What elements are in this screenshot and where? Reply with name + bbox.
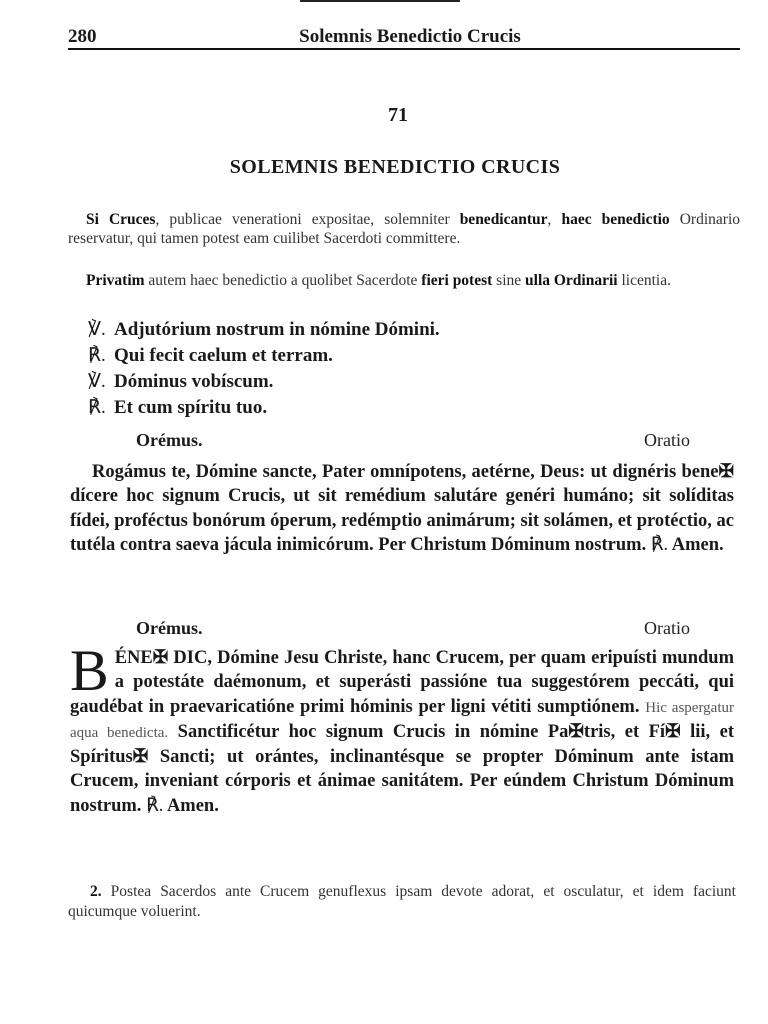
section-title: SOLEMNIS BENEDICTIO CRUCIS	[229, 156, 561, 178]
rubric2-text: autem haec benedictio a quolibet Sacerdote	[144, 272, 422, 289]
rubric1-text3: Ordinario reservatur, qui tamen potest eam cuilibet Sacerdoti committere.	[68, 211, 741, 247]
rubric2-bold3: ulla Ordinarii	[525, 272, 618, 289]
note-text: Postea Sacerdos ante Crucem genuflexus ipsam devote adorat, et osculatur, et idem faciunt quicumque voluerint.	[68, 883, 736, 920]
prayer2-part2: DIC, Dómine Jesu Christe, hanc Crucem, per quam eripuísti mundum a potestáte daémonum, et superásti passióne tua suggestórem peccáti, qui gaudébat in praevaricatióne primi hóminis per ligni vétiti sumptiónem.	[70, 648, 734, 717]
top-rule	[300, 0, 460, 2]
rubric2-text3: licentia.	[617, 272, 671, 289]
cross-icon: ✠	[568, 721, 584, 742]
note-number: 2.	[90, 883, 102, 900]
page-number: 280	[68, 26, 97, 47]
rubric2-text2: sine	[492, 272, 526, 289]
page-header	[68, 24, 740, 50]
response-text: Et cum spíritu tuo.	[114, 397, 268, 418]
rubric2-lead: Privatim	[86, 272, 145, 289]
oratio-label-2: Oratio	[644, 618, 690, 638]
prayer2-part6: Sancti; ut orántes, inclinantésque se propter Dóminum ante istam Crucem, inveniant córporis et ánimae sanitátem. Per eúndem Christum Dóminum nostrum.	[70, 747, 734, 816]
drop-cap: B	[70, 638, 109, 703]
response-1	[88, 344, 333, 368]
rubric1-lead: Si Cruces	[86, 211, 156, 228]
cross-icon: ✠	[665, 721, 681, 742]
rubric1-bold3: haec benedictio	[561, 211, 670, 228]
oremus-heading-2: Orémus.	[136, 618, 203, 638]
cross-icon: ✠	[718, 462, 734, 482]
response-symbol: ℟.	[88, 345, 106, 366]
versicle-text: Dóminus vobíscum.	[114, 371, 274, 392]
response-symbol: ℟.	[146, 795, 164, 816]
prayer1-amen: Amen.	[668, 534, 724, 555]
response-symbol: ℟.	[650, 534, 669, 555]
prayer2-part4: tris, et Fí	[583, 721, 666, 742]
rubric1-bold2: benedicantur	[459, 211, 548, 228]
response-symbol: ℟.	[88, 397, 106, 418]
cross-icon: ✠	[152, 648, 169, 668]
prayer1-part1: Rogámus te, Dómine sancte, Pater omnípotens, aetérne, Deus: ut dignéris bene	[92, 462, 719, 482]
response-text: Qui fecit caelum et terram.	[114, 345, 333, 366]
cross-icon: ✠	[132, 747, 149, 768]
prayer-2	[70, 638, 734, 818]
versicle-symbol: ℣.	[88, 371, 106, 392]
rubric-note-2	[68, 882, 736, 922]
oremus-heading-1: Orémus.	[136, 430, 203, 450]
versicle-text: Adjutórium nostrum in nómine Dómini.	[114, 319, 440, 340]
rubric-paragraph-2	[68, 271, 740, 290]
versicle-2	[88, 370, 273, 394]
versicle-1	[88, 318, 440, 342]
prayer2-part5: lii, et Spíritus	[70, 721, 734, 768]
prayer1-part2: dícere hoc signum Crucis, ut sit remédium salutáre genéri humáno; sit solíditas fídei, proféctus bonórum óperum, redémptio animárum; sit solámen, et protéctio, ac tutéla contra saeva jácula inimicórum. Per Christum Dóminum nostrum.	[70, 486, 734, 555]
rubric1-text: , publicae venerationi expositae, solemniter	[155, 211, 460, 228]
oratio-label-1: Oratio	[644, 430, 690, 450]
prayer-1	[70, 460, 734, 557]
prayer2-amen: Amen.	[163, 795, 219, 816]
versicle-symbol: ℣.	[88, 319, 106, 340]
response-2	[88, 396, 267, 420]
section-number: 71	[388, 104, 408, 126]
sprinkle-rubric: Hic aspergatur aqua benedicta.	[70, 699, 734, 741]
rubric-paragraph-1	[68, 210, 740, 248]
prayer2-part1: ÉNE	[114, 648, 153, 668]
running-title: Solemnis Benedictio Crucis	[299, 26, 521, 47]
prayer2-part3: Sanctificétur hoc signum Crucis in nómine Pa	[168, 721, 569, 742]
rubric2-bold2: fieri potest	[421, 272, 493, 289]
rubric1-text2: ,	[547, 211, 562, 228]
